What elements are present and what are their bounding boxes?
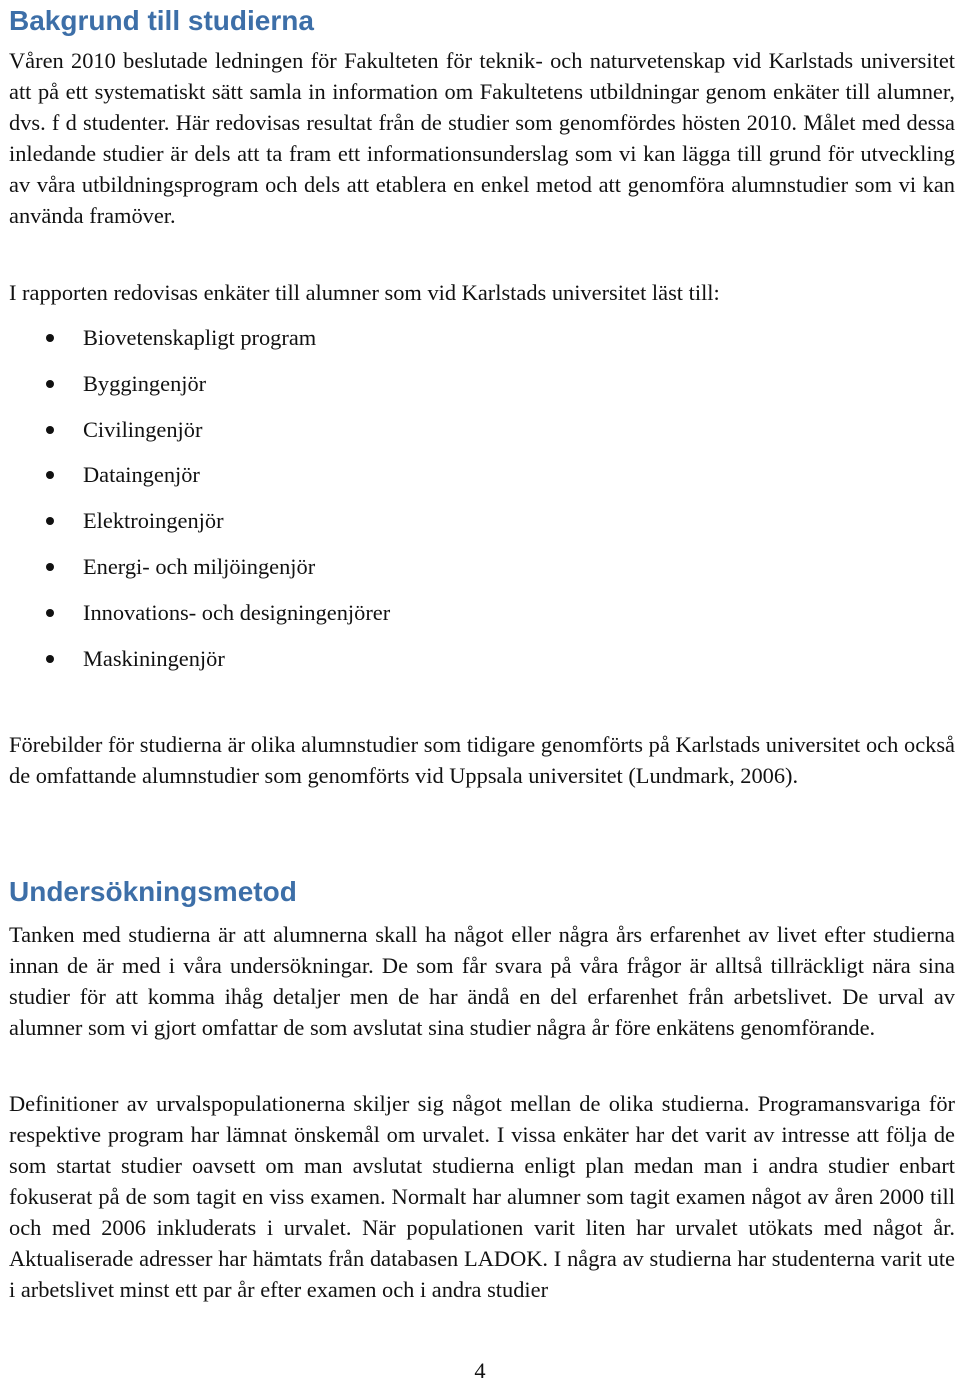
list-item: Byggingenjör xyxy=(9,366,390,412)
list-item: Elektroingenjör xyxy=(9,503,390,549)
list-item: Energi- och miljöingenjör xyxy=(9,549,390,595)
bullet-icon xyxy=(46,517,54,525)
section-heading-method: Undersökningsmetod xyxy=(9,876,297,907)
program-list xyxy=(9,320,390,686)
method-paragraph: Tanken med studierna är att alumnerna skall ha något eller några års erfarenhet av livet efter studierna innan de är med i våra undersökningar. De som får svara på våra frågor är alltså tillräckligt nära sina studier för att komma ihåg detaljer men de har ändå en del erfarenhet från arbetslivet. De urval av alumner som vi gjort omfattar de som avslutat sina studier några år före enkätens genomförande. xyxy=(9,922,955,1040)
bullet-icon xyxy=(46,426,54,434)
section-heading-background: Bakgrund till studierna xyxy=(9,5,314,36)
list-item: Dataingenjör xyxy=(9,457,390,503)
bullet-icon xyxy=(46,655,54,663)
definitions-paragraph: Definitioner av urvalspopulationerna skiljer sig något mellan de olika studierna. Programansvariga för respektive program har lämnat önskemål om urvalet. I vissa enkäter har det varit av intresse att följa de som startat studier oavsett om man avslutat studierna enligt plan medan man i andra studier enbart fokuserat på de som tagit en viss examen. Normalt har alumner som tagit examen något av åren 2000 till och med 2006 inkluderats i urvalet. När populationen varit liten har urvalet utökats med något år. Aktualiserade adresser har hämtats från databasen LADOK. I några av studierna har studenterna varit ute i arbetslivet minst ett par år efter examen och i andra studier xyxy=(9,1091,955,1302)
bullet-icon xyxy=(46,609,54,617)
list-item: Civilingenjör xyxy=(9,412,390,458)
role-models-paragraph: Förebilder för studierna är olika alumnstudier som tidigare genomförts på Karlstads universitet och också de omfattande alumnstudier som genomförts vid Uppsala universitet (Lundmark, 2006). xyxy=(9,732,955,788)
bullet-icon xyxy=(46,334,54,342)
list-item: Innovations- och designingenjörer xyxy=(9,595,390,641)
list-item: Biovetenskapligt program xyxy=(9,320,390,366)
bullet-icon xyxy=(46,563,54,571)
list-item: Maskiningenjör xyxy=(9,641,390,687)
bullet-icon xyxy=(46,380,54,388)
intro-paragraph: Våren 2010 beslutade ledningen för Fakulteten för teknik- och naturvetenskap vid Karlstads universitet att på ett systematiskt sätt samla in information om Fakultetens utbildningar genom enkäter till alumner, dvs. f d studenter. Här redovisas resultat från de studier som genomfördes hösten 2010. Målet med dessa inledande studier är dels att ta fram ett informationsunderslag som vi kan lägga till grund för utveckling av våra utbildningsprogram och dels att etablera en enkel metod att genomföra alumnstudier som vi kan använda framöver. xyxy=(9,48,955,228)
programs-intro-paragraph: I rapporten redovisas enkäter till alumner som vid Karlstads universitet läst till: xyxy=(9,280,720,305)
bullet-icon xyxy=(46,471,54,479)
page-number: 4 xyxy=(474,1358,486,1383)
